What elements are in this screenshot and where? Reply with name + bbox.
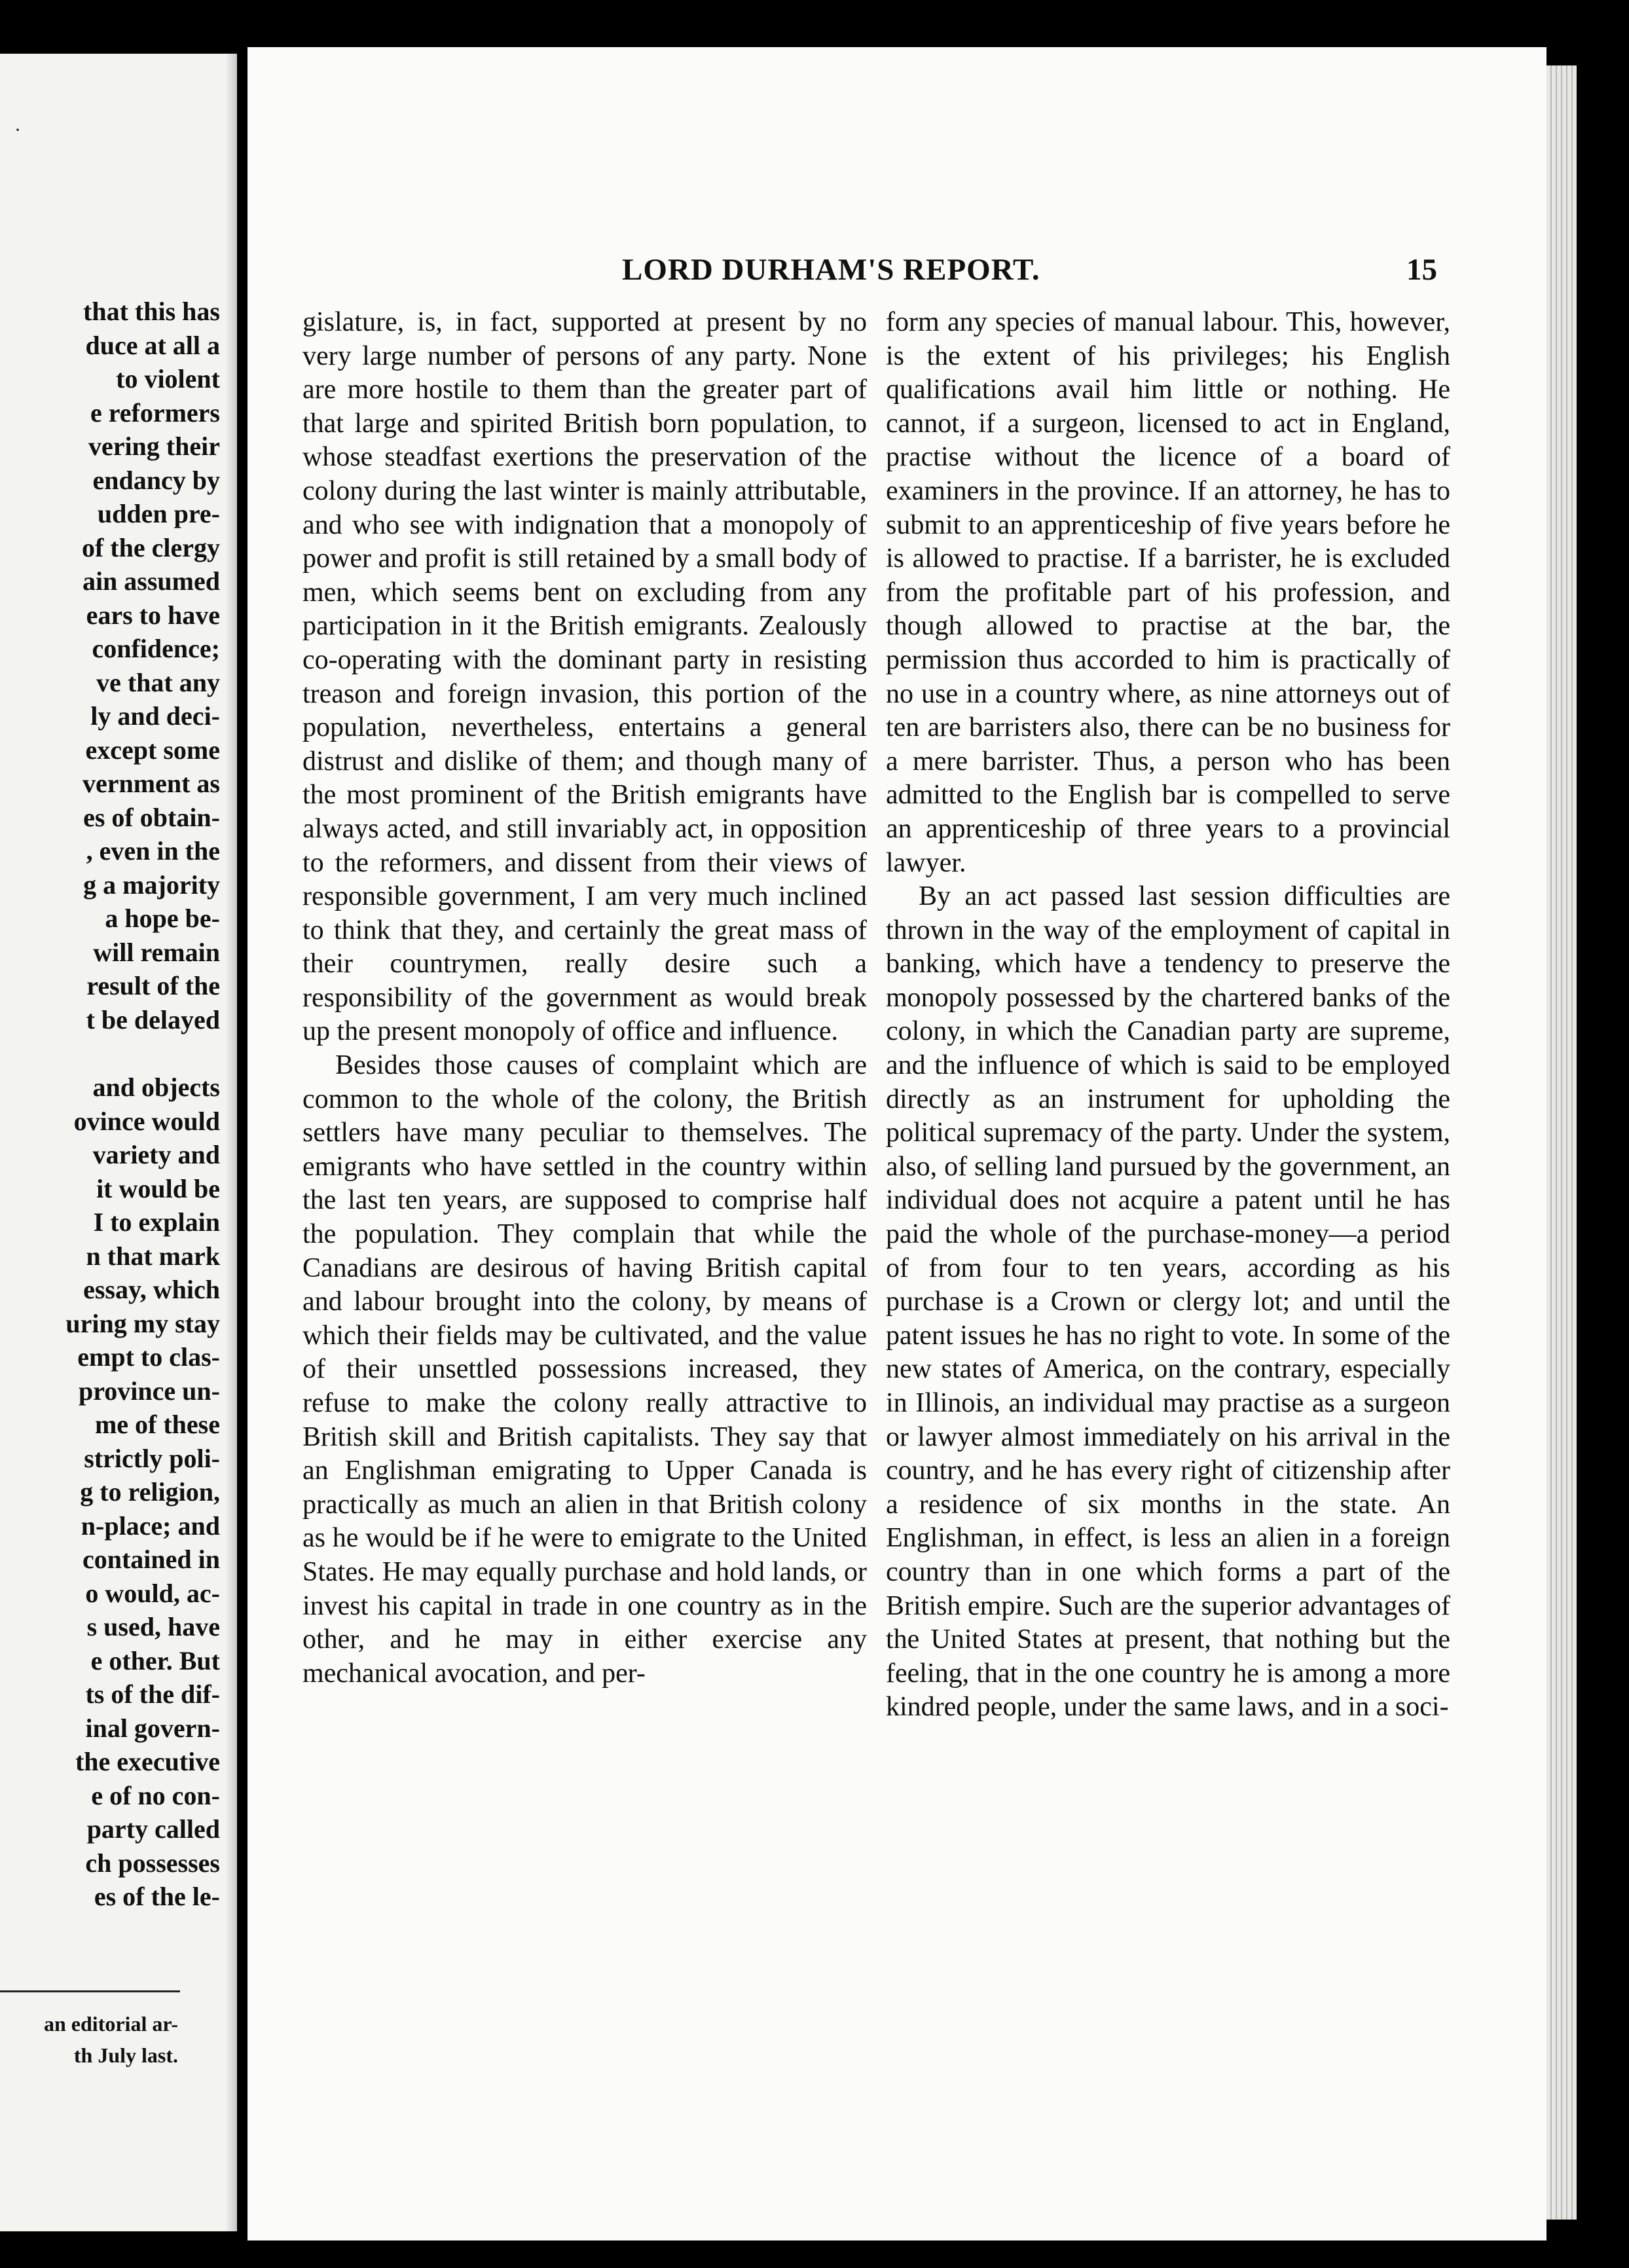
left-line: vering their <box>88 431 220 461</box>
left-line: n-place; and <box>81 1510 220 1541</box>
footnote-line: th July last. <box>73 2043 178 2067</box>
page-edges <box>1547 65 1577 2220</box>
paragraph: gislature, is, in fact, supported at present by no very large number of persons of any party. None are more hostile to them than the greater part of that large and spirited British born population, to whose steadfast exertions the preservation of the colony during the last winter is mainly attributable, and who see with indignation that a monopoly of power and profit is still retained by a small body of men, which seems bent on excluding from any participation in it the British emigrants. Zealously co-operating with the dominant party in resisting treason and foreign invasion, this portion of the population, nevertheless, entertains a general distrust and dislike of them; and though many of the most prominent of the British emigrants have always acted, and still invariably act, in opposition to the reformers, and dissent from their views of responsible government, I am very much inclined to think that they, and certainly the great mass of their countrymen, really desire such a responsibility of the government as would break up the present monopoly of office and influence. <box>302 307 867 1047</box>
left-line: essay, which <box>83 1275 220 1304</box>
left-line: will remain <box>93 937 220 967</box>
left-line: s used, have <box>86 1612 220 1641</box>
left-line: and objects <box>92 1072 220 1102</box>
left-line: ve that any <box>96 667 220 697</box>
left-line: n that mark <box>86 1241 220 1271</box>
left-line: result of the <box>86 971 220 1000</box>
left-line: t be delayed <box>86 1004 220 1034</box>
left-line: ovince would <box>73 1106 220 1136</box>
left-line: ch possesses <box>85 1848 220 1878</box>
left-line: party called <box>86 1814 220 1844</box>
left-footnote <box>44 2008 178 2071</box>
paragraph: By an act passed last session difficulties are thrown in the way of the employment of capital in banking, which have a tendency to preserve the monopoly possessed by the chartered banks of the colony, in which the Canadian party are supreme, and the influence of which is said to be employed directly as an instrument for upholding the political supremacy of the party. Under the system, also, of selling land pursued by the government, an individual does not acquire a patent until he has paid the whole of the purchase-money—a period of from four to ten years, according as his purchase is a Crown or clergy lot; and until the patent issues he has no right to vote. In some of the new states of America, on the contrary, especially in Illinois, an individual may practise as a surgeon or lawyer almost immediately on his arrival in the country, and he has every right of citizenship after a residence of six months in the state. An Englishman, in effect, is less an alien in a foreign country than in one which forms a part of the British empire. Such are the superior advantages of the United States at present, that nothing but the feeling, that in the one country he is among a more kindred people, under the same laws, and in a soci- <box>886 881 1450 1723</box>
footnote-line: an editorial ar- <box>44 2012 178 2036</box>
gutter-shadow <box>225 54 237 2231</box>
running-title: LORD DURHAM'S REPORT. <box>622 253 1040 287</box>
left-line: ears to have <box>86 600 220 630</box>
left-line: inal govern- <box>85 1713 220 1743</box>
left-line: udden pre- <box>97 499 220 528</box>
left-line: I to explain <box>93 1207 220 1237</box>
left-line: it would be <box>96 1173 220 1203</box>
left-line: variety and <box>92 1140 220 1169</box>
left-line: ly and deci- <box>90 701 220 731</box>
left-line: uring my stay <box>65 1308 220 1338</box>
paragraph: form any species of manual labour. This, however, is the extent of his privileges; his English qualifications avail him little or nothing. He cannot, if a surgeon, licensed to act in England, practise without the licence of a board of examiners in the province. If an attorney, he has to submit to an apprenticeship of five years before he is allowed to practise. If a barrister, he is excluded from the profitable part of his profession, and though allowed to practise at the bar, the permission thus accorded to him is practically of no use in a country where, as nine attorneys out of ten are barristers also, there can be no business for a mere barrister. Thus, a person who has been admitted to the English bar is compelled to serve an apprenticeship of three years to a provincial lawyer. <box>886 307 1450 878</box>
paragraph-gap <box>0 1036 220 1070</box>
left-line: except some <box>85 735 220 765</box>
left-line: ts of the dif- <box>85 1679 220 1709</box>
left-line: , even in the <box>86 836 220 866</box>
text-column-right <box>886 306 1450 1725</box>
left-line: es of obtain- <box>83 802 220 832</box>
left-line: confidence; <box>92 634 220 663</box>
left-line: ain assumed <box>82 566 220 596</box>
left-line: that this has <box>83 297 220 326</box>
left-line: the executive <box>75 1747 220 1776</box>
left-line: me of these <box>94 1410 220 1439</box>
left-line: of the clergy <box>81 532 220 562</box>
left-page-text <box>0 295 220 1914</box>
left-page-fragment <box>0 54 237 2231</box>
left-line: vernment as <box>82 769 220 798</box>
left-line: g to religion, <box>80 1477 220 1507</box>
left-line: g a majority <box>83 869 220 900</box>
left-line: es of the le- <box>94 1882 220 1911</box>
left-line: e of no con- <box>91 1780 220 1810</box>
left-line: strictly poli- <box>84 1443 220 1473</box>
footnote-rule <box>0 1990 180 1992</box>
left-page-mark: · <box>14 119 21 141</box>
left-line: a hope be- <box>105 904 220 933</box>
left-line: empt to clas- <box>77 1342 220 1372</box>
page-number: 15 <box>1406 253 1437 287</box>
left-line: province un- <box>79 1376 220 1406</box>
text-column-left <box>302 306 867 1691</box>
paragraph: Besides those causes of complaint which are common to the whole of the colony, the British settlers have many peculiar to themselves. The emigrants who have settled in the country within the last ten years, are supposed to comprise half the population. They complain that while the Canadians are desirous of having British capital and labour brought into the colony, by means of which their fields may be cultivated, and the value of their unsettled possessions increased, they refuse to make the colony really attractive to British skill and British capitalists. They say that an Englishman emigrating to Upper Canada is practically as much an alien in that British colony as he would be if he were to emigrate to the United States. He may equally purchase and hold lands, or invest his capital in trade in one country as in the other, and he may in either exercise any mechanical avocation, and per- <box>302 1050 867 1689</box>
left-line: duce at all a <box>85 330 220 360</box>
left-line: endancy by <box>92 465 220 495</box>
left-line: contained in <box>82 1545 220 1574</box>
left-line: to violent <box>116 364 220 393</box>
left-line: e other. But <box>90 1645 220 1675</box>
left-line: e reformers <box>90 397 220 428</box>
left-line: o would, ac- <box>85 1578 220 1608</box>
